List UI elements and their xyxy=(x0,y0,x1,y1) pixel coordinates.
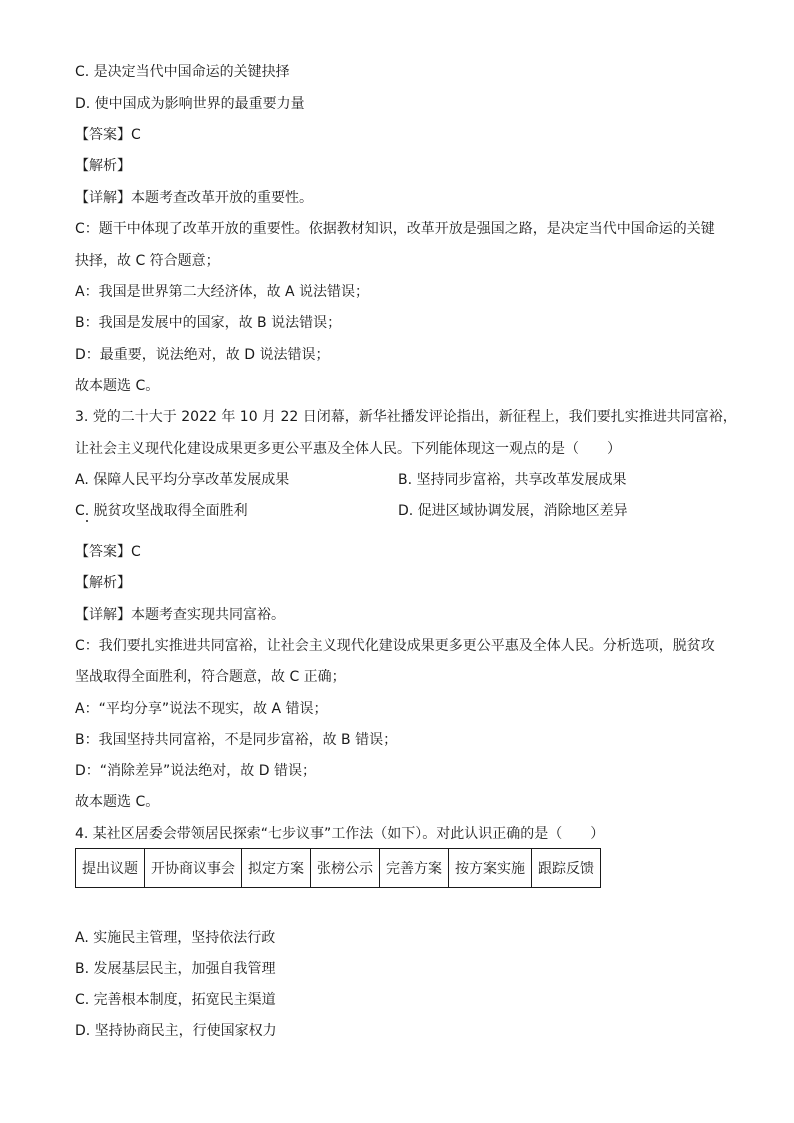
q3-stem-line1: 3. 党的二十大于 2022 年 10 月 22 日闭幕，新华社播发评论指出，新征程上，我们要扎实推进共同富裕， xyxy=(75,409,737,425)
q4-option-a: A. 实施民主管理，坚持依法行政 xyxy=(75,930,276,946)
q2-conclusion: 故本题选 C。 xyxy=(75,378,160,394)
q2-answer: 【答案】C xyxy=(75,127,141,143)
q3-option-d: D. 促进区域协调发展，消除地区差异 xyxy=(398,503,628,519)
q2-explain-c-line1: C：题干中体现了改革开放的重要性。依据教材知识，改革开放是强国之路，是决定当代中国命运的关键 xyxy=(75,221,715,237)
q3-option-a: A. 保障人民平均分享改革发展成果 xyxy=(75,472,290,488)
q4-option-d: D. 坚持协商民主，行使国家权力 xyxy=(75,1023,277,1039)
seven-step-row xyxy=(76,849,601,888)
q4-option-b: B. 发展基层民主，加强自我管理 xyxy=(75,961,276,977)
step-cell-6: 按方案实施 xyxy=(449,849,532,888)
q2-explain-b: B：我国是发展中的国家，故 B 说法错误； xyxy=(75,315,342,331)
q2-explain-c-line2: 抉择，故 C 符合题意； xyxy=(75,253,220,269)
stray-dot xyxy=(86,520,88,522)
q2-option-d: D. 使中国成为影响世界的最重要力量 xyxy=(75,96,305,112)
step-cell-2: 开协商议事会 xyxy=(145,849,242,888)
q2-detail: 【详解】本题考查改革开放的重要性。 xyxy=(75,190,313,206)
q2-option-c: C. 是决定当代中国命运的关键抉择 xyxy=(75,64,290,80)
q2-explain-a: A：我国是世界第二大经济体，故 A 说法错误； xyxy=(75,284,370,300)
q3-detail: 【详解】本题考查实现共同富裕。 xyxy=(75,607,285,623)
q4-option-c: C. 完善根本制度，拓宽民主渠道 xyxy=(75,992,276,1008)
q3-explain-c-line1: C：我们要扎实推进共同富裕，让社会主义现代化建设成果更多更公平惠及全体人民。分析选项，脱贫攻 xyxy=(75,638,715,654)
q3-explain-a: A：“平均分享”说法不现实，故 A 错误； xyxy=(75,701,328,717)
q3-conclusion: 故本题选 C。 xyxy=(75,794,160,810)
seven-step-table xyxy=(75,848,601,888)
q3-analysis-heading: 【解析】 xyxy=(75,575,131,591)
q3-explain-b: B：我国坚持共同富裕，不是同步富裕，故 B 错误； xyxy=(75,732,398,748)
q2-explain-d: D：最重要，说法绝对，故 D 说法错误； xyxy=(75,347,330,363)
q3-answer: 【答案】C xyxy=(75,544,141,560)
step-cell-5: 完善方案 xyxy=(380,849,449,888)
q3-option-c: C. 脱贫攻坚战取得全面胜利 xyxy=(75,503,248,519)
q3-option-b: B. 坚持同步富裕，共享改革发展成果 xyxy=(398,472,627,488)
step-cell-7: 跟踪反馈 xyxy=(532,849,601,888)
step-cell-3: 拟定方案 xyxy=(242,849,311,888)
q3-explain-c-line2: 坚战取得全面胜利，符合题意，故 C 正确； xyxy=(75,669,346,685)
step-cell-4: 张榜公示 xyxy=(311,849,380,888)
q2-analysis-heading: 【解析】 xyxy=(75,158,131,174)
q3-stem-line2: 让社会主义现代化建设成果更多更公平惠及全体人民。下列能体现这一观点的是（ ） xyxy=(75,441,621,457)
q4-stem: 4. 某社区居委会带领居民探索“七步议事”工作法（如下）。对此认识正确的是（ ） xyxy=(75,826,605,842)
q3-explain-d: D：“消除差异”说法绝对，故 D 错误； xyxy=(75,763,316,779)
step-cell-1: 提出议题 xyxy=(76,849,145,888)
